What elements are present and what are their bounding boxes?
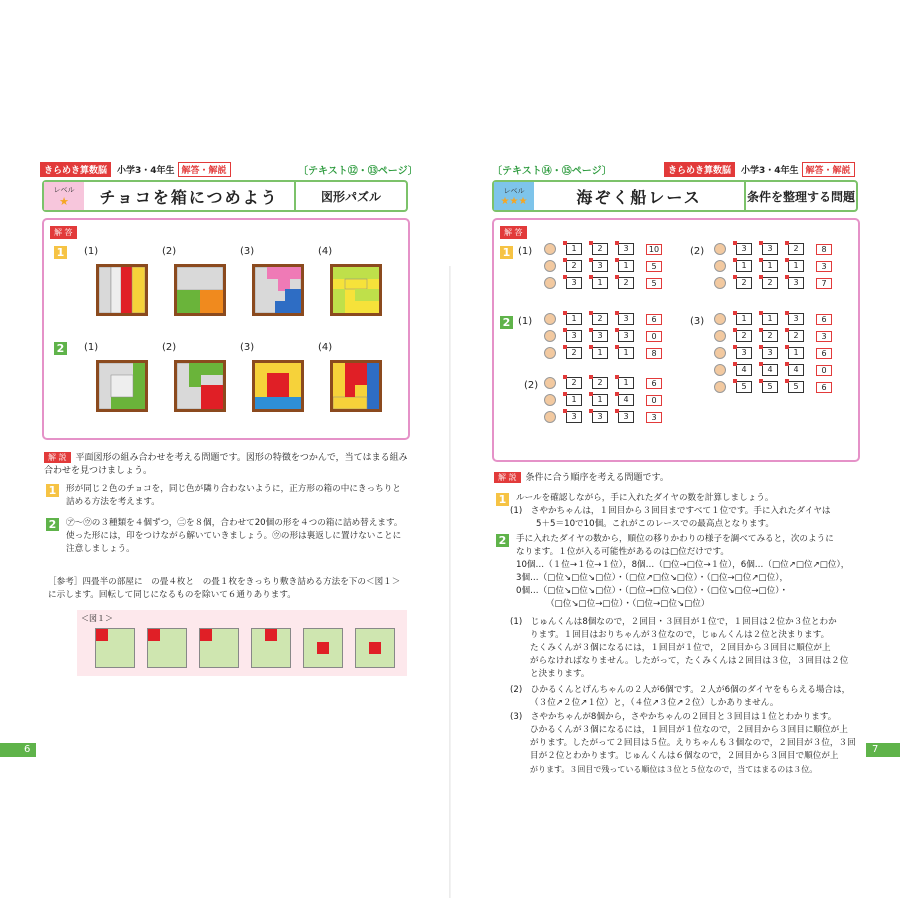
q2-sub-3: (3) <box>240 342 255 353</box>
commentary-q1-text: 形が同じ２色のチョコを，同じ色が隣り合わないように，正方形の箱の中にきっちりと詰める方法を考えます。 <box>66 484 401 507</box>
child-face-icon <box>714 364 726 376</box>
rank-flag: 4 <box>618 394 634 406</box>
q2-part-2-label: (2) <box>524 380 539 391</box>
diamond-count: 0 <box>646 395 662 406</box>
rank-flag: 3 <box>736 347 752 359</box>
rank-flag: 2 <box>566 377 582 389</box>
left-page <box>0 133 450 765</box>
question-1-number: 1 <box>54 246 67 259</box>
rank-flag: 1 <box>618 260 634 272</box>
series-tag: きらめき算数脳 <box>664 162 735 177</box>
diamond-count: 3 <box>646 412 662 423</box>
rank-flag: 2 <box>762 330 778 342</box>
child-face-icon <box>714 347 726 359</box>
reference-text: 四畳半の部屋に の畳４枚と の畳１枚をきっちり敷き詰める方法を下の＜図１＞に示します。回転して同じになるものを除いて６通りあります。 <box>48 577 401 600</box>
figure-1-panel <box>77 610 407 676</box>
solution-3-c: がります。したがって２回目は５位。えりちゃんも３個なので，２回目が３位，３回 <box>530 738 856 748</box>
child-face-icon <box>544 411 556 423</box>
answer-tag: 解 答 <box>50 226 77 239</box>
rank-flag: 2 <box>788 330 804 342</box>
rank-flag: 3 <box>618 243 634 255</box>
q2-sub-4: (4) <box>318 342 333 353</box>
answer-box <box>42 218 410 440</box>
question-2-number: 2 <box>54 342 67 355</box>
commentary-q1-title: ルールを確認しながら，手に入れたダイヤの数を計算しましょう。 <box>516 493 774 503</box>
child-face-icon <box>714 313 726 325</box>
solution-3-a: (3) さやかちゃんが8個から，さやかちゃんの２回目と３回目は１位とわかります。 <box>510 712 837 722</box>
level-label: レベル <box>53 185 75 194</box>
rank-flag: 1 <box>618 377 634 389</box>
grade-label: 小学3・4年生 <box>741 165 799 176</box>
text-reference: 〔テキスト⑫・⑬ページ〕 <box>298 166 418 177</box>
rank-flag: 1 <box>566 313 582 325</box>
solution-3-e: がります。３回目で残っている順位は３位と５位なので，当てはまるのは３位。 <box>530 765 818 774</box>
chocolate-box <box>96 360 148 412</box>
diamond-count: 5 <box>646 261 662 272</box>
rank-flag: 3 <box>762 243 778 255</box>
reference-note <box>48 576 408 602</box>
rank-flag: 2 <box>566 347 582 359</box>
tatami-layout <box>251 628 291 668</box>
tatami-layout <box>199 628 239 668</box>
race-row <box>714 312 832 326</box>
tatami-layout <box>355 628 395 668</box>
rank-flag: 1 <box>762 260 778 272</box>
answer-box <box>492 218 860 462</box>
right-page <box>450 133 900 774</box>
title-box <box>42 180 408 212</box>
stars-icon: ★★★ <box>500 195 528 207</box>
commentary-text: 平面図形の組み合わせを考える問題です。図形の特徴をつかんで，当てはまる組み合わせを見つけましょう。 <box>44 453 408 476</box>
tatami-layout <box>147 628 187 668</box>
rank-flag: 1 <box>566 243 582 255</box>
rank-flag: 3 <box>736 243 752 255</box>
race-row <box>714 346 832 360</box>
chocolate-box <box>174 360 226 412</box>
rank-flag: 3 <box>592 411 608 423</box>
race-row <box>714 276 832 290</box>
commentary-intro <box>494 471 858 485</box>
rank-flag: 4 <box>736 364 752 376</box>
q1-sub-1: (1) <box>84 246 99 257</box>
commentary-intro <box>44 451 408 478</box>
commentary-q2-line-b: なります。１位が入る可能性があるのは□位だけです。 <box>516 547 729 557</box>
rank-flag: 3 <box>618 330 634 342</box>
left-header <box>40 163 231 175</box>
child-face-icon <box>714 243 726 255</box>
child-face-icon <box>544 377 556 389</box>
rank-flag: 4 <box>762 364 778 376</box>
commentary-q2-number: 2 <box>496 534 509 547</box>
section-tag: 解答・解説 <box>802 162 855 177</box>
child-face-icon <box>714 277 726 289</box>
rank-flag: 3 <box>592 260 608 272</box>
rank-flag: 5 <box>762 381 778 393</box>
race-row <box>544 393 662 407</box>
rank-flag: 2 <box>762 277 778 289</box>
rank-flag: 3 <box>592 330 608 342</box>
rank-flag: 3 <box>618 313 634 325</box>
solution-1-c: たくみくんが３個になるには，１回目が１位で，２回目から３回目に順位が上 <box>530 643 831 653</box>
q2-sub-2: (2) <box>162 342 177 353</box>
rank-flag: 3 <box>618 411 634 423</box>
rank-flag: 1 <box>788 260 804 272</box>
rank-flag: 1 <box>566 394 582 406</box>
child-face-icon <box>544 243 556 255</box>
rank-flag: 2 <box>592 243 608 255</box>
rank-flag: 1 <box>592 394 608 406</box>
series-tag: きらめき算数脳 <box>40 162 111 177</box>
diamond-count: 6 <box>816 382 832 393</box>
solution-2-b: （３位↗２位↗１位）と，（４位↗３位↗２位）しかありません。 <box>530 698 779 708</box>
child-face-icon <box>714 330 726 342</box>
race-row <box>714 380 832 394</box>
rank-flag: 2 <box>592 313 608 325</box>
q1-part-1-label: (1) <box>518 246 533 257</box>
race-row <box>714 242 832 256</box>
child-face-icon <box>544 313 556 325</box>
page-number: 7 <box>866 743 900 757</box>
chocolate-box <box>252 360 304 412</box>
book-spread <box>0 133 900 774</box>
chocolate-box <box>174 264 226 316</box>
diamond-count: 0 <box>646 331 662 342</box>
rank-flag: 3 <box>566 411 582 423</box>
race-row <box>544 346 662 360</box>
rank-flag: 1 <box>618 347 634 359</box>
child-face-icon <box>714 381 726 393</box>
chocolate-box <box>252 264 304 316</box>
solution-3-d: 目が２位とわかります。じゅんくんは６個なので，２回目から３回目で順位が上 <box>530 751 839 761</box>
commentary-q2-text: ㋐～㋒の３種類を４個ずつ，㊁を８個，合わせて20個の形を４つの箱に詰め替えます。使った形には，印をつけながら解いていきましょう。㋒の形は裏返しに置けないことに注意しましょう。 <box>66 518 403 554</box>
level-label: レベル <box>503 186 525 195</box>
diamond-count: 6 <box>646 314 662 325</box>
rank-flag: 1 <box>736 260 752 272</box>
chocolate-box <box>96 264 148 316</box>
rank-flag: 2 <box>566 260 582 272</box>
tatami-layout <box>95 628 135 668</box>
race-row <box>544 329 662 343</box>
race-row <box>544 242 662 256</box>
rank-flag: 2 <box>736 330 752 342</box>
page-subtitle: 図形パズル <box>294 182 406 210</box>
rank-flag: 2 <box>592 377 608 389</box>
child-face-icon <box>544 260 556 272</box>
diamond-count: 7 <box>816 278 832 289</box>
page-title: 海ぞく船レース <box>576 187 702 207</box>
tatami-layout <box>303 628 343 668</box>
diamond-count: 8 <box>646 348 662 359</box>
rank-flag: 1 <box>736 313 752 325</box>
child-face-icon <box>544 330 556 342</box>
diamond-count: 10 <box>646 244 662 255</box>
star-icon: ★ <box>59 194 69 208</box>
commentary-tag: 解 説 <box>44 452 71 463</box>
q2-part-1-label: (1) <box>518 316 533 327</box>
race-row <box>544 376 662 390</box>
solution-2-a: (2) ひかるくんとげんちゃんの２人が6個です。２人が6個のダイヤをもらえる場合は， <box>510 685 851 695</box>
q1-sub-4: (4) <box>318 246 333 257</box>
solution-1-b: ります。１回目はおりちゃんが３位なので，じゅんくんは２位と決まります。 <box>530 630 830 640</box>
race-row <box>544 410 662 424</box>
q2-sub-1: (1) <box>84 342 99 353</box>
title-box <box>492 180 858 212</box>
diamond-count: 3 <box>816 261 832 272</box>
child-face-icon <box>544 347 556 359</box>
solution-1-d: がらなければなりません。したがって，たくみくんは２回目は３位，３回目は２位 <box>530 656 849 666</box>
q1-sub-3: (3) <box>240 246 255 257</box>
diamond-count: 6 <box>816 348 832 359</box>
level-badge <box>44 182 84 210</box>
commentary-tag: 解 説 <box>494 472 521 483</box>
chocolate-box <box>330 360 382 412</box>
commentary-q2-number: 2 <box>46 518 59 531</box>
page-title: チョコを箱につめよう <box>99 187 279 207</box>
rank-flag: 3 <box>788 313 804 325</box>
rank-flag: 2 <box>736 277 752 289</box>
race-row <box>544 276 662 290</box>
grade-label: 小学3・4年生 <box>117 165 175 176</box>
answer-tag: 解 答 <box>500 226 527 239</box>
reference-tag: ［参考］ <box>48 577 83 587</box>
text-reference: 〔テキスト⑭・⑮ページ〕 <box>492 166 612 177</box>
right-header <box>664 163 855 175</box>
commentary-q2-line-f: （□位↘□位→□位）・（□位→□位↘□位） <box>546 599 710 609</box>
question-2-number: 2 <box>500 316 513 329</box>
rank-flag: 2 <box>618 277 634 289</box>
diamond-count: 0 <box>816 365 832 376</box>
race-row <box>714 363 832 377</box>
rank-flag: 1 <box>762 313 778 325</box>
solution-1-e: と決まります。 <box>530 669 590 679</box>
question-1-number: 1 <box>500 246 513 259</box>
q1-sub-2: (2) <box>162 246 177 257</box>
solution-3-b: ひかるくんが３個になるには，１回目が１位なので，２回目から３回目に順位が上 <box>530 725 848 735</box>
commentary-text: 条件に合う順序を考える問題です。 <box>525 473 669 483</box>
child-face-icon <box>714 260 726 272</box>
rank-flag: 5 <box>788 381 804 393</box>
rank-flag: 4 <box>788 364 804 376</box>
diamond-count: 5 <box>646 278 662 289</box>
diamond-count: 6 <box>816 314 832 325</box>
race-row <box>544 312 662 326</box>
rank-flag: 3 <box>788 277 804 289</box>
child-face-icon <box>544 277 556 289</box>
race-row <box>544 259 662 273</box>
diamond-count: 3 <box>816 331 832 342</box>
section-tag: 解答・解説 <box>178 162 231 177</box>
commentary-q1-line-b: 5＋5＝10で10個。これがこのレースでの最高点となります。 <box>536 519 774 529</box>
rank-flag: 1 <box>592 277 608 289</box>
rank-flag: 5 <box>736 381 752 393</box>
commentary-q1-line-a: (1) さやかちゃんは，１回目から３回目まですべて１位です。手に入れたダイヤは <box>510 506 831 516</box>
page-subtitle: 条件を整理する問題 <box>744 182 856 210</box>
level-badge <box>494 182 534 210</box>
rank-flag: 3 <box>566 277 582 289</box>
solution-1-a: (1) じゅんくんは8個なので，２回目・３回目が１位で，１回目は２位か３位とわか <box>510 617 837 627</box>
commentary-q1-number: 1 <box>496 493 509 506</box>
rank-flag: 1 <box>592 347 608 359</box>
rank-flag: 2 <box>788 243 804 255</box>
commentary-q2-line-c: 10個…（１位→１位→１位），8個…（□位→□位→１位），6個…（□位↗□位↗□位）， <box>516 560 850 570</box>
page-number: 6 <box>0 743 36 757</box>
commentary-q2-line-d: 3個…（□位↘□位↘□位）・（□位↗□位↘□位）・（□位→□位↗□位）， <box>516 573 789 583</box>
chocolate-box <box>330 264 382 316</box>
commentary-q2-line-e: 0個…（□位↘□位↘□位）・（□位→□位↘□位）・（□位↘□位→□位）・ <box>516 586 789 596</box>
commentary-q2-line-a: 手に入れたダイヤの数から，順位の移りかわりの様子を調べてみると，次のように <box>516 534 834 544</box>
figure-caption: ＜図１＞ <box>81 614 113 623</box>
rank-flag: 3 <box>762 347 778 359</box>
child-face-icon <box>544 394 556 406</box>
commentary-q1-number: 1 <box>46 484 59 497</box>
diamond-count: 8 <box>816 244 832 255</box>
q2-part-3-label: (3) <box>690 316 705 327</box>
diamond-count: 6 <box>646 378 662 389</box>
rank-flag: 3 <box>566 330 582 342</box>
q1-part-2-label: (2) <box>690 246 705 257</box>
rank-flag: 1 <box>788 347 804 359</box>
race-row <box>714 259 832 273</box>
race-row <box>714 329 832 343</box>
